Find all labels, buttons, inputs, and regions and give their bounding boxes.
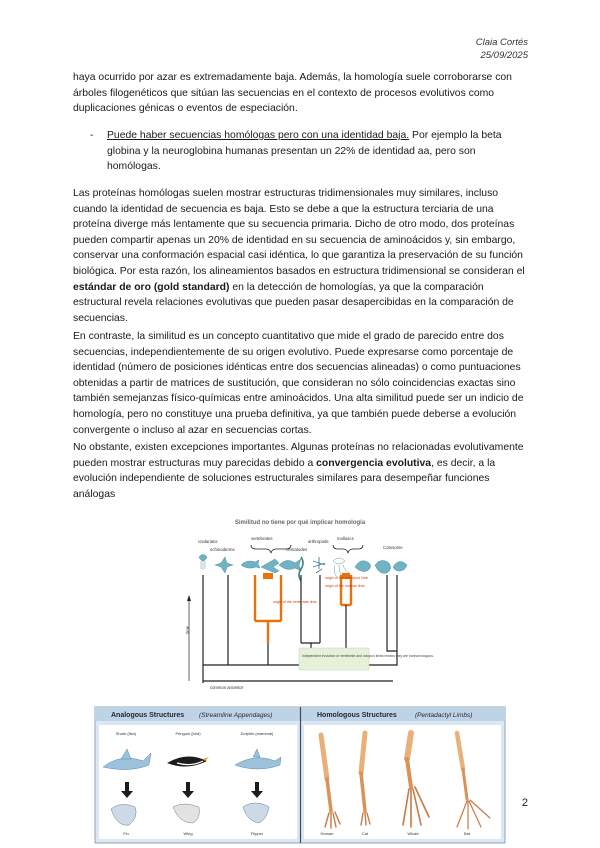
- taxon-label-molluscs: molluscs: [337, 536, 354, 541]
- analogous-title: Analogous Structures: [111, 712, 185, 719]
- figure-analogous-homologous: [95, 707, 505, 843]
- bullet-text: [107, 128, 530, 175]
- p3-text-b: , es decir, a la evolución independiente de soluciones estructurales similares para desempeñar funciones análogas: [73, 457, 496, 500]
- vertebrate-limb-marker: [263, 573, 273, 579]
- taxon-label-arthropods: arthropods: [308, 539, 329, 544]
- wing-origin-label-1: origin of the vertebrate limb: [273, 600, 317, 604]
- time-axis-label: time: [185, 626, 190, 634]
- part-label-flipper: Flipper: [250, 831, 264, 836]
- limb-label-cat: Cat: [361, 831, 369, 836]
- p3-bold: convergencia evolutiva: [316, 457, 432, 469]
- homologous-title: Homologous Structures: [317, 712, 397, 719]
- document-date: 25/09/2025: [480, 50, 528, 61]
- figure1-title: Similitud no tiene por qué implicar homología: [234, 520, 366, 526]
- figure-phylogeny: [183, 515, 434, 693]
- wing-origin-label-2: origin of the arthropod limb: [325, 576, 368, 580]
- part-label-wing: Wing: [183, 831, 193, 836]
- paragraph-3: [73, 440, 531, 502]
- taxon-label-echinoderms: echinoderms: [210, 547, 235, 552]
- animal-label-penguin: Penguin (bird): [175, 731, 201, 736]
- limb-label-whale: Whale: [407, 831, 419, 836]
- homologous-subtitle: (Pentadactyl Limbs): [415, 712, 473, 719]
- legend-box: [299, 648, 369, 670]
- limb-label-bat: Bat: [463, 831, 471, 836]
- p1-text-a: Las proteínas homólogas suelen mostrar estructuras tridimensionales muy similares, incluso cuando la identidad de secuencia es baja. Esto se debe a que la estructura terciaria de una proteína diverge más lentamente que su secuencia primaria. Dicho de otro modo, dos proteínas pueden compartir apenas un 20% de identidad en su secuencia de aminoácidos y, sin embargo, conservar una conformación espacial casi idéntica, lo que garantiza la preservación de su función biológica. Por esta razón, los alineamientos basados en estructura tridimensional se consideran el: [73, 188, 525, 277]
- taxon-label-vertebrates: vertebrates: [251, 536, 273, 541]
- bullet-dash: -: [90, 130, 94, 141]
- taxon-label-nematodes: nematodes: [286, 547, 308, 552]
- page-number: 2: [521, 797, 528, 809]
- bullet-rest: Por ejemplo la beta globina y la neuroglobina humanas presentan un 22% de identidad aa, pero son homólogas.: [107, 130, 502, 173]
- limb-label-human: Human: [320, 831, 334, 836]
- animal-label-dolphin: Dolphin (mammal): [240, 731, 274, 736]
- taxon-label-cnidarians: cnidarians: [198, 539, 218, 544]
- paragraph-0: haya ocurrido por azar es extremadamente baja. Además, la homología suele corroborarse con árboles filogenéticos que sitúan las secuencias en el contexto de procesos evolutivos como duplicaciones génicas o eventos de especiación.: [73, 72, 512, 115]
- analogous-subtitle: (Streamline Appendages): [199, 712, 273, 719]
- bullet-item: [90, 128, 530, 175]
- taxon-label-cotosome: Cotosome: [383, 545, 403, 550]
- author-name: Claia Cortés: [475, 37, 528, 48]
- p3-text-a: No obstante, existen excepciones importantes. Algunas proteínas no relacionadas evolutivamente pueden mostrar estructuras muy parecidas debido a: [73, 442, 524, 469]
- legend-text: Independent evolution of vertebrate and octopus limbs means they are nonhomologous.: [302, 654, 434, 658]
- p1-bold: estándar de oro (gold standard): [73, 281, 230, 293]
- paragraph-2: En contraste, la similitud es un concepto cuantitativo que mide el grado de parecido entre dos secuencias, independientemente de su origen evolutivo. Puede expresarse como porcentaje de identidad (número de posiciones idénticas entre dos secuencias alineadas) o como puntuaciones obtenidas a partir de matrices de sustitución, que consideran no sólo coincidencias exactas sino también semejanzas físico-químicas entre aminoácidos. Una alta similitud puede ser un indicio de homología, pero no constituye una prueba definitiva, ya que también puede deberse a evolución convergente o incluso al azar en secuencias cortas.: [73, 331, 524, 436]
- animal-label-shark: Shark (fish): [115, 731, 137, 736]
- p1-text-b: en la detección de homologías, ya que la comparación estructural revela relaciones evolutivas que pueden pasar desapercibidas en la comparación de secuencias.: [73, 281, 514, 324]
- page-header: [476, 36, 528, 62]
- wing-origin-label-3: origin of the mollusc limb: [325, 584, 365, 588]
- common-ancestor-label: common ancestor: [210, 685, 244, 690]
- homologous-panel: [304, 725, 501, 839]
- paragraph-1: [73, 186, 531, 326]
- bullet-underlined: Puede haber secuencias homólogas pero con una identidad baja.: [107, 130, 410, 141]
- part-label-fin: Fin: [123, 831, 129, 836]
